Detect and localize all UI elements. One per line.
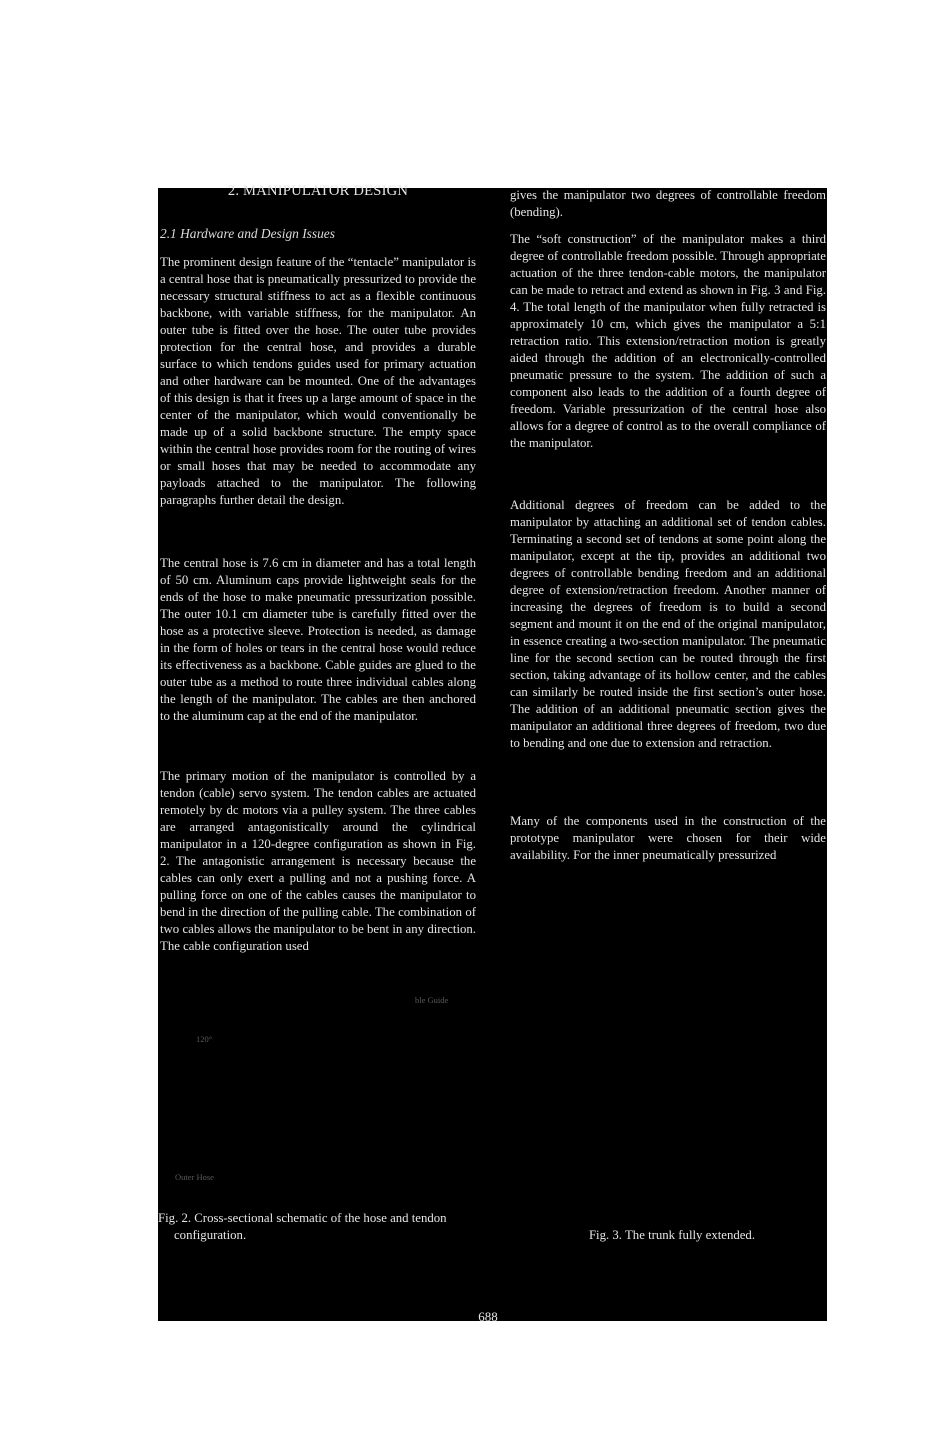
paragraph: Many of the components used in the construction of the prototype manipulator were chosen for their wide availability. For the inner pneumatically pressurized (510, 814, 826, 862)
figure-2-caption: Fig. 2. Cross-sectional schematic of the hose and tendon configuration. (158, 1211, 447, 1242)
paragraph: gives the manipulator two degrees of controllable freedom (bending). (510, 188, 826, 219)
section-heading: 2. MANIPULATOR DESIGN (227, 183, 409, 199)
paragraph: The “soft construction” of the manipulator makes a third degree of controllable freedom possible. Through appropriate actuation of the three tendon-cable motors, the manipulator can be made to retract and extend as shown in Fig. 3 and Fig. 4. The total length of the manipulator when fully retracted is approximately 10 cm, which gives the manipulator a 5:1 retraction ratio. This extension/retraction motion is greatly aided through the addition of an electronically-controlled pneumatic pressure to the system. The addition of such a component also leads to the addition of a fourth degree of freedom. Variable pressurization of the central hose also allows for a degree of control as to the overall compliance of the manipulator. (510, 232, 826, 450)
paragraph: The primary motion of the manipulator is controlled by a tendon (cable) servo system. The tendon cables are actuated remotely by dc motors via a pulley system. The three cables are arranged antagonistically around the cylindrical manipulator in a 120-degree configuration as shown in Fig. 2. The antagonistic arrangement is necessary because the cables can only exert a pulling and not a pushing force. A pulling force on one of the cables causes the manipulator to bend in the direction of the pulling cable. The combination of two cables allows the manipulator to be bent in any direction. The cable configuration used (160, 769, 476, 953)
page-number: 688 (478, 1309, 498, 1324)
figure-label-cable-guide: ble Guide (415, 995, 449, 1005)
figure-3-caption: Fig. 3. The trunk fully extended. (588, 1228, 756, 1242)
subsection-heading: 2.1 Hardware and Design Issues (160, 226, 335, 241)
page-scan (158, 183, 827, 1324)
paragraph: The central hose is 7.6 cm in diameter and has a total length of 50 cm. Aluminum caps provide lightweight seals for the ends of the hose to make pneumatic pressurization possible. The outer 10.1 cm diameter tube is carefully fitted over the hose as a protective sleeve. Protection is needed, as damage in the form of holes or tears in the central hose would reduce its effectiveness as a backbone. Cable guides are glued to the outer tube as a method to route three individual cables along the length of the manipulator. The cables are then anchored to the aluminum cap at the end of the manipulator. (160, 556, 476, 723)
paragraph: The prominent design feature of the “tentacle” manipulator is a central hose that is pneumatically pressurized to provide the necessary structural stiffness to act as a flexible continuous backbone, with variable stiffness, for the manipulator. An outer tube is fitted over the hose. The outer tube provides protection for the central hose, and provides a durable surface to which tendons guides used for primary actuation and other hardware can be mounted. One of the advantages of this design is that it frees up a large amount of space in the center of the manipulator, which would conventionally be made up of a solid backbone structure. The empty space within the central hose provides room for the routing of wires or small hoses that may be needed to accommodate any payloads attached to the manipulator. The following paragraphs further detail the design. (160, 255, 476, 507)
figure-2-schematic (160, 983, 476, 1213)
paragraph: Additional degrees of freedom can be added to the manipulator by attaching an additional set of tendon cables. Terminating a second set of tendons at some point along the manipulator, except at the tip, provides an additional two degrees of controllable bending freedom and an additional degree of extension/retraction freedom. Another manner of increasing the degrees of freedom is to build a second segment and mount it on the end of the original manipulator, in essence creating a two-section manipulator. The pneumatic line for the second section can be routed through the first section, taking advantage of its hollow center, and the cables can similarly be routed inside the first section’s outer hose. The addition of an additional pneumatic section gives the manipulator an additional three degrees of freedom, two due to bending and one due to extension and retraction. (510, 498, 826, 750)
figure-label-angle: 120° (196, 1034, 213, 1044)
figure-label-outer-hose: Outer Hose (175, 1172, 214, 1182)
